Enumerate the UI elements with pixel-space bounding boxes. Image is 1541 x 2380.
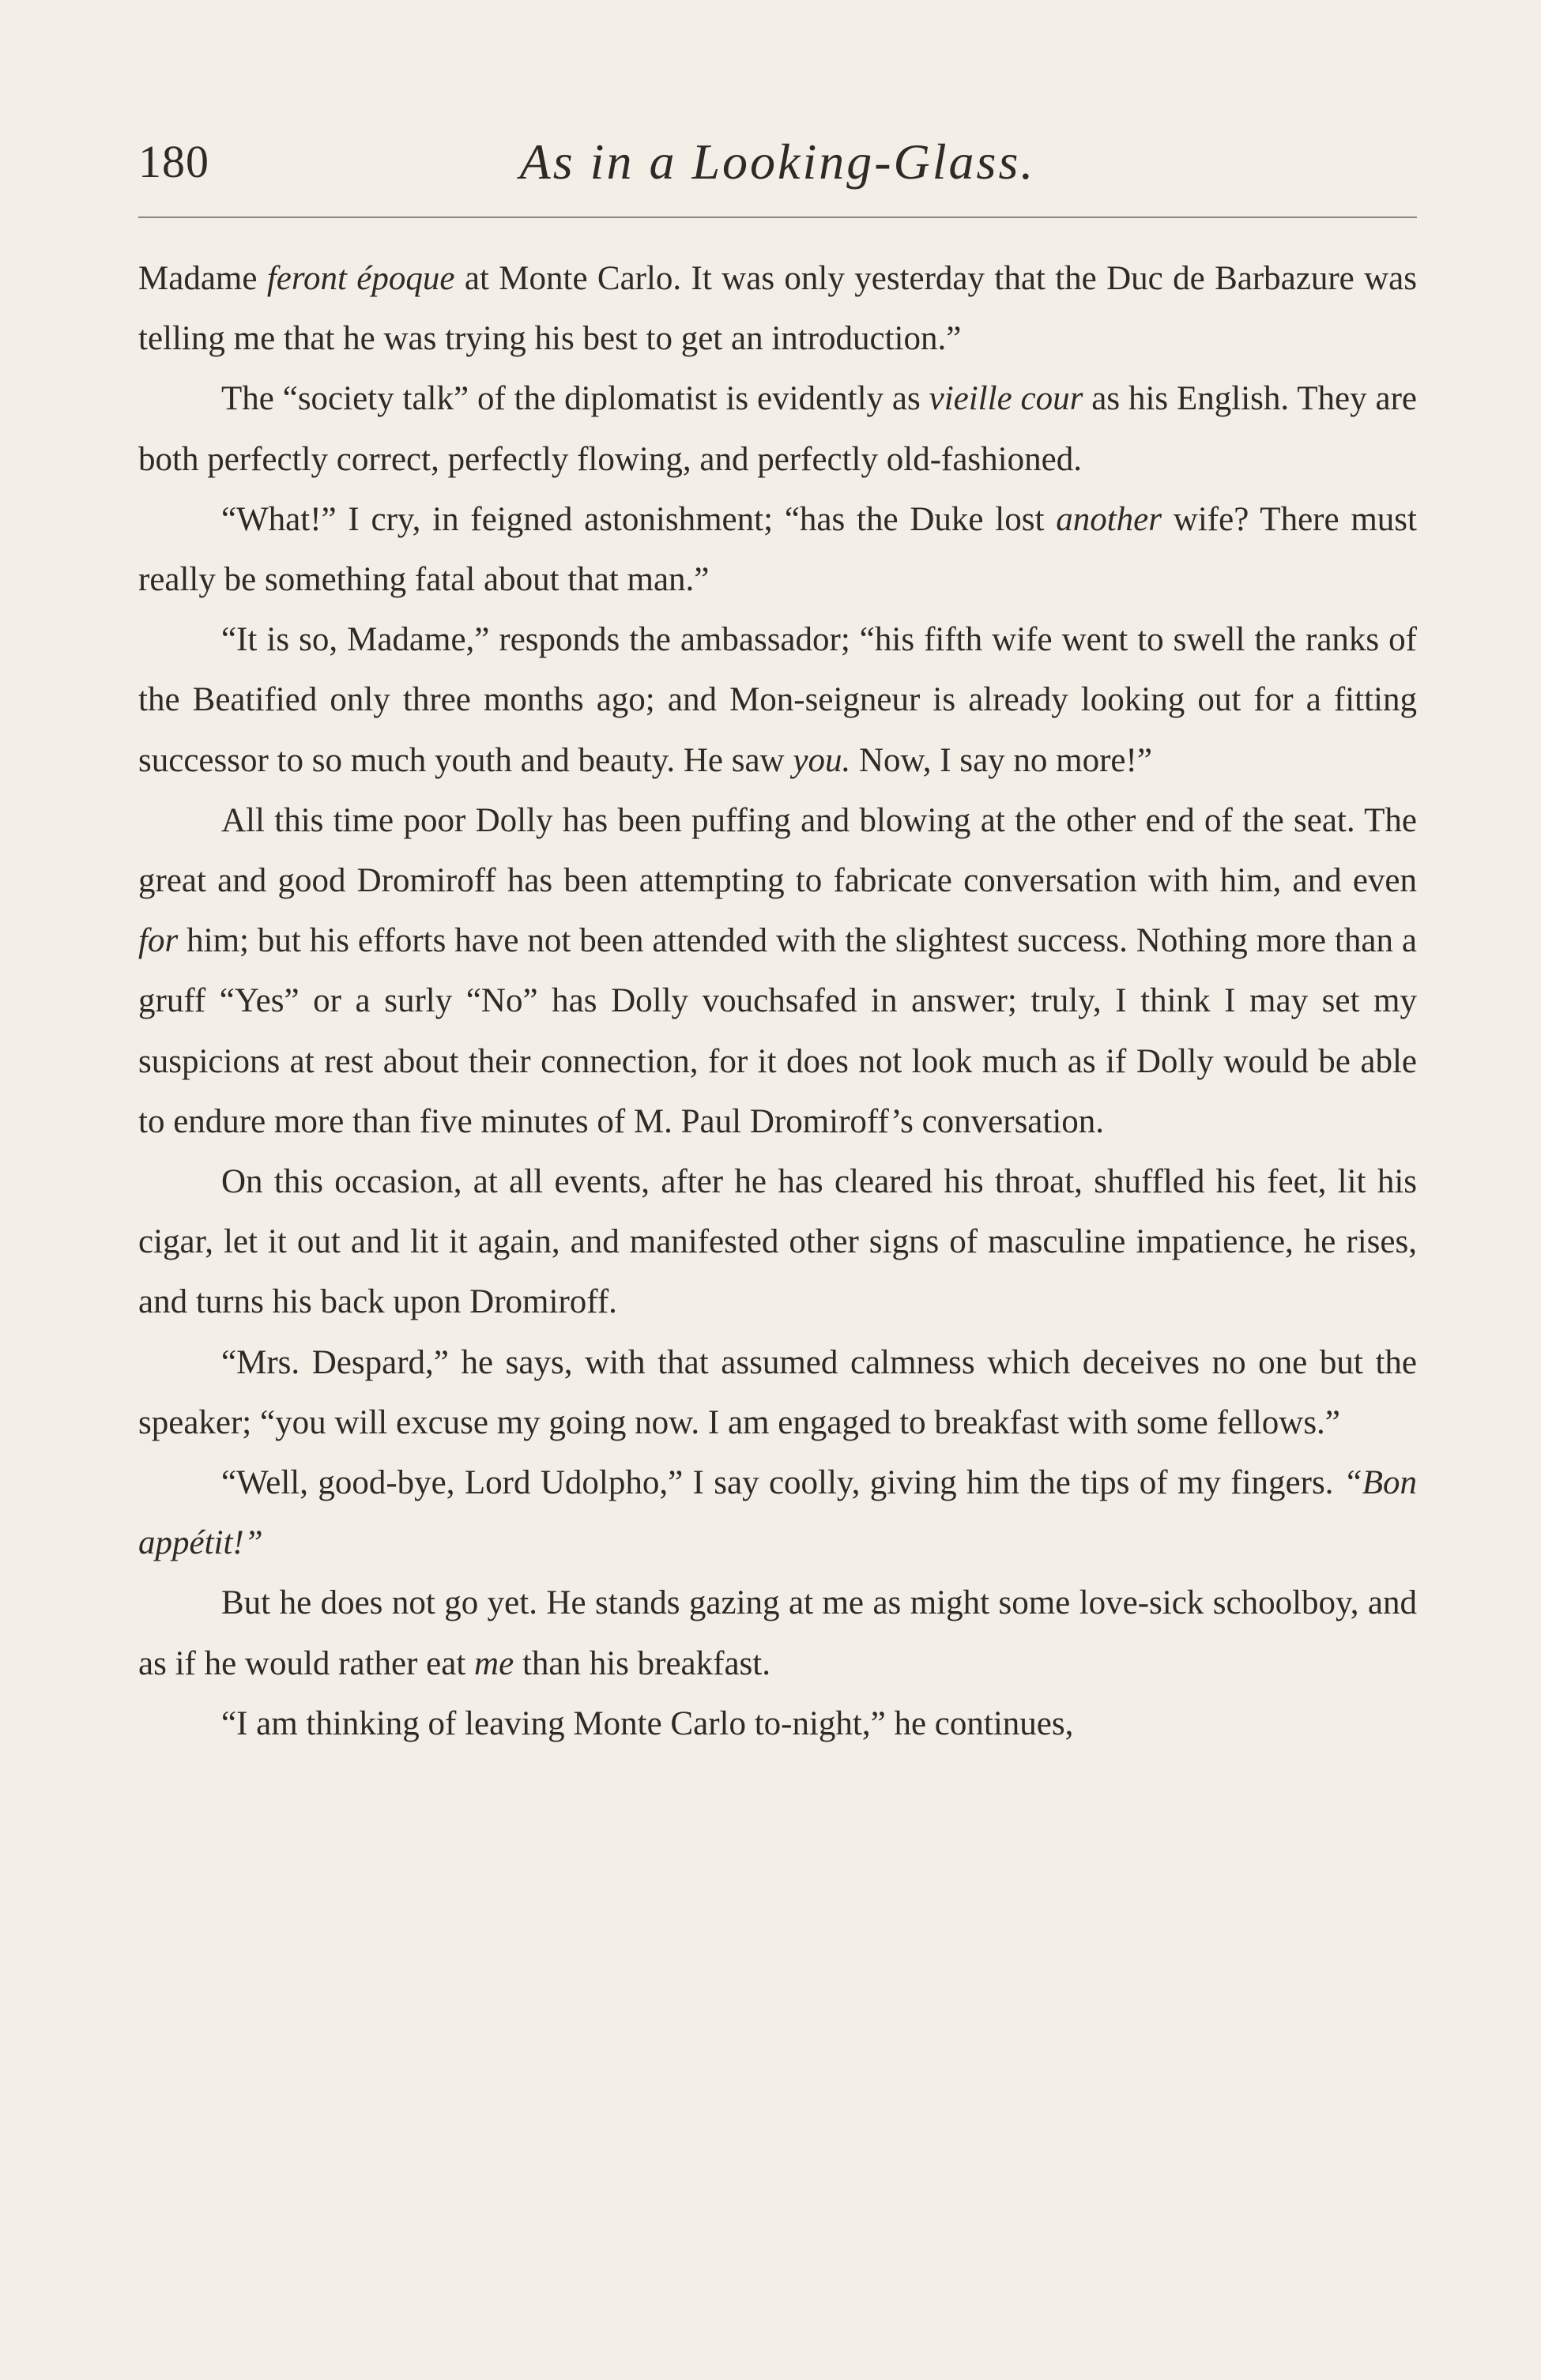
paragraph: [138, 1333, 1417, 1453]
text-run: “What!” I cry, in feigned astonishment; “has the Duke lost: [221, 500, 1057, 538]
text-run: “It is so, Madame,” responds the ambassador; “his fifth wife went to swell the ranks of the Beatified only three months ago; and Mon-seigneur is already looking out for a fitting successor to so much youth and beauty. He saw: [138, 621, 1417, 779]
text-run: All this time poor Dolly has been puffing and blowing at the other end of the seat. The great and good Dromiroff has been attempting to fabricate conversation with him, and even: [138, 801, 1417, 900]
paragraph: [138, 490, 1417, 610]
text-run: at Monte Carlo. It was only yesterday that the Duc de Barbazure was telling me that he was trying his best to get an introduction.”: [138, 260, 1417, 358]
italic-text: another: [1056, 500, 1162, 538]
italic-text: me: [474, 1644, 514, 1682]
italic-text: you.: [793, 741, 851, 779]
text-run: But he does not go yet. He stands gazing at me as might some love-sick schoolboy, and as if he would rather eat: [138, 1584, 1417, 1682]
text-run: than his breakfast.: [514, 1644, 770, 1682]
paragraph: [138, 249, 1417, 369]
text-run: “I am thinking of leaving Monte Carlo to-night,” he continues,: [221, 1704, 1074, 1742]
page-header: [138, 126, 1417, 198]
text-run: Madame: [138, 260, 267, 297]
text-run: as his English. They are both perfectly correct, perfectly flowing, and perfectly old-fashioned.: [138, 380, 1417, 478]
paragraph: [138, 1573, 1417, 1693]
paragraph: [138, 369, 1417, 489]
text-run: “Mrs. Despard,” he says, with that assumed calmness which deceives no one but the speaker; “you will excuse my going now. I am engaged to breakfast with some fellows.”: [138, 1343, 1417, 1441]
paragraph: [138, 791, 1417, 1152]
text-run: wife? There must really be something fatal about that man.”: [138, 500, 1417, 599]
running-title: As in a Looking-Glass.: [519, 134, 1036, 190]
text-run: him; but his efforts have not been attended with the slightest success. Nothing more than a gruff “Yes” or a surly “No” has Dolly vouchsafed in answer; truly, I think I may set my suspicions at rest about their connection, for it does not look much as if Dolly would be able to endure more than five minutes of M. Paul Dromiroff’s conversation.: [138, 922, 1417, 1140]
page-number: 180: [138, 136, 209, 187]
italic-text: vieille cour: [929, 380, 1083, 418]
paragraph: [138, 610, 1417, 791]
text-run: On this occasion, at all events, after he has cleared his throat, shuffled his feet, lit his cigar, let it out and lit it again, and manifested other signs of masculine impatience, he rises, and turns his back upon Dromiroff.: [138, 1163, 1417, 1321]
paragraph: [138, 1453, 1417, 1573]
header-rule: [138, 217, 1417, 218]
text-run: Now, I say no more!”: [850, 741, 1152, 779]
text-run: “Well, good-bye, Lord Udolpho,” I say coolly, giving him the tips of my fingers.: [221, 1464, 1343, 1502]
paragraph: [138, 1152, 1417, 1333]
paragraph: [138, 1694, 1417, 1754]
italic-text: feront époque: [266, 260, 455, 297]
italic-text: “Bon appétit!”: [138, 1464, 1417, 1562]
body-text: [138, 249, 1417, 1754]
text-run: The “society talk” of the diplomatist is evidently as: [221, 380, 929, 418]
italic-text: for: [138, 922, 179, 960]
